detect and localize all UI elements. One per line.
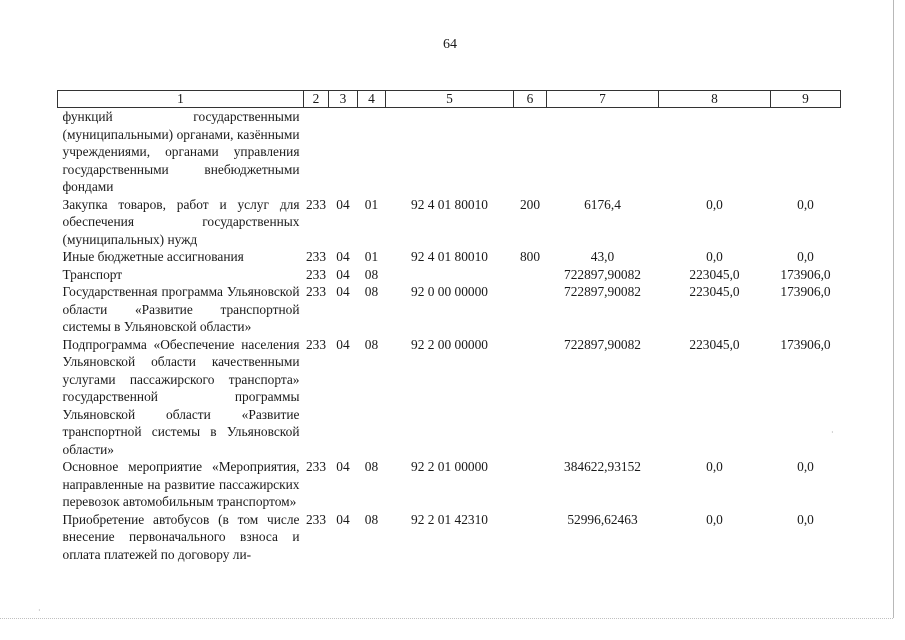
row-value-col7: 722897,90082	[564, 284, 641, 299]
table-header	[58, 91, 841, 108]
table-row	[58, 458, 841, 511]
row-value-col7: 722897,90082	[564, 266, 641, 282]
row-target-code: 92 2 01 42310	[411, 511, 488, 527]
row-target-code: 92 2 00 00000	[411, 336, 488, 352]
header-col-4: 4	[358, 91, 386, 108]
row-subsection-code: 08	[364, 266, 379, 282]
row-admin-code: 233	[305, 266, 327, 282]
row-target-code: 92 4 01 80010	[411, 249, 488, 264]
row-value-col9: 0,0	[797, 249, 814, 264]
row-value-col7: 43,0	[590, 249, 615, 264]
row-description: Подпрограмма «Обеспечение населения Ульяновской области качественными услугами пассажирского транспорта» государственной программы Ульяновской области «Развитие транспортной системы в Ульяновской области»	[62, 336, 300, 457]
scan-speck: ·	[38, 606, 41, 615]
table-body	[58, 108, 841, 564]
header-col-3: 3	[329, 91, 358, 108]
row-target-code	[386, 108, 514, 196]
row-value-col9: 173906,0	[780, 336, 831, 352]
row-value-col7	[547, 108, 659, 196]
row-target-code: 92 0 00 00000	[411, 284, 488, 299]
row-section-code: 04	[336, 266, 350, 282]
table-row	[58, 196, 841, 249]
page-right-edge	[893, 0, 894, 618]
row-value-col8: 0,0	[706, 459, 723, 474]
header-col-6: 6	[514, 91, 547, 108]
row-value-col9: 0,0	[797, 511, 814, 527]
row-section-code: 04	[336, 196, 350, 212]
row-type-code	[514, 283, 547, 336]
row-value-col8: 223045,0	[689, 284, 740, 299]
table-row	[58, 248, 841, 266]
page-bottom-edge	[0, 618, 893, 619]
row-value-col8: 223045,0	[689, 336, 740, 352]
row-section-code	[329, 108, 358, 196]
row-subsection-code: 01	[364, 196, 379, 212]
row-value-col8: 223045,0	[689, 266, 740, 282]
row-subsection-code: 08	[364, 459, 379, 474]
scan-speck: ·	[831, 428, 834, 437]
row-admin-code: 233	[305, 249, 327, 264]
row-subsection-code: 08	[364, 336, 379, 352]
row-value-col7: 384622,93152	[564, 459, 641, 474]
row-target-code	[386, 266, 514, 284]
row-subsection-code	[358, 108, 386, 196]
table-row	[58, 108, 841, 196]
row-section-code: 04	[336, 459, 350, 474]
table-row	[58, 336, 841, 459]
page-number: 64	[443, 37, 457, 52]
row-type-code	[514, 511, 547, 564]
row-value-col9: 173906,0	[780, 266, 831, 282]
row-section-code: 04	[336, 284, 350, 299]
row-type-code: 800	[519, 249, 541, 264]
table-row	[58, 511, 841, 564]
row-subsection-code: 08	[364, 284, 379, 299]
row-type-code: 200	[519, 196, 541, 212]
row-value-col9	[771, 108, 841, 196]
header-col-1: 1	[58, 91, 304, 108]
row-value-col7: 722897,90082	[564, 336, 641, 352]
table-row	[58, 283, 841, 336]
row-target-code: 92 2 01 00000	[411, 459, 488, 474]
row-admin-code	[304, 108, 329, 196]
table-row	[58, 266, 841, 284]
row-value-col9: 173906,0	[780, 284, 831, 299]
row-type-code	[514, 458, 547, 511]
row-subsection-code: 08	[364, 511, 379, 527]
row-description: Основное мероприятие «Мероприятия, направленные на развитие пассажирских перевозок автомобильным транспортом»	[62, 459, 300, 509]
row-description: функций государственными (муниципальными) органами, казёнными учреждениями, органами управления государственными внебюджетными фондами	[62, 109, 300, 194]
header-col-2: 2	[304, 91, 329, 108]
row-type-code	[514, 266, 547, 284]
row-section-code: 04	[336, 511, 350, 527]
row-admin-code: 233	[305, 284, 327, 299]
row-value-col8: 0,0	[706, 196, 723, 212]
row-admin-code: 233	[305, 459, 327, 474]
row-admin-code: 233	[305, 336, 327, 352]
row-type-code	[514, 108, 547, 196]
row-subsection-code: 01	[364, 249, 379, 264]
row-description: Транспорт	[62, 266, 123, 282]
row-value-col8: 0,0	[706, 249, 723, 264]
header-row	[58, 91, 841, 108]
budget-table	[57, 90, 841, 563]
row-target-code: 92 4 01 80010	[411, 196, 488, 212]
header-col-8: 8	[659, 91, 771, 108]
header-col-9: 9	[771, 91, 841, 108]
row-description: Приобретение автобусов (в том числе внесение первоначального взноса и оплата платежей по договору ли-	[62, 511, 300, 562]
row-value-col8	[659, 108, 771, 196]
row-admin-code: 233	[305, 511, 327, 527]
header-col-7: 7	[547, 91, 659, 108]
row-description: Закупка товаров, работ и услуг для обеспечения государственных (муниципальных) нужд	[62, 196, 300, 247]
row-value-col7: 52996,62463	[567, 511, 638, 527]
row-description: Иные бюджетные ассигнования	[62, 249, 244, 264]
row-value-col8: 0,0	[706, 511, 723, 527]
row-value-col7: 6176,4	[584, 196, 621, 212]
row-section-code: 04	[336, 249, 350, 264]
row-admin-code: 233	[305, 196, 327, 212]
row-value-col9: 0,0	[797, 459, 814, 474]
row-value-col9: 0,0	[797, 196, 814, 212]
row-section-code: 04	[336, 336, 350, 352]
row-description: Государственная программа Ульяновской области «Развитие транспортной системы в Ульяновской области»	[62, 284, 300, 334]
row-type-code	[514, 336, 547, 459]
header-col-5: 5	[386, 91, 514, 108]
